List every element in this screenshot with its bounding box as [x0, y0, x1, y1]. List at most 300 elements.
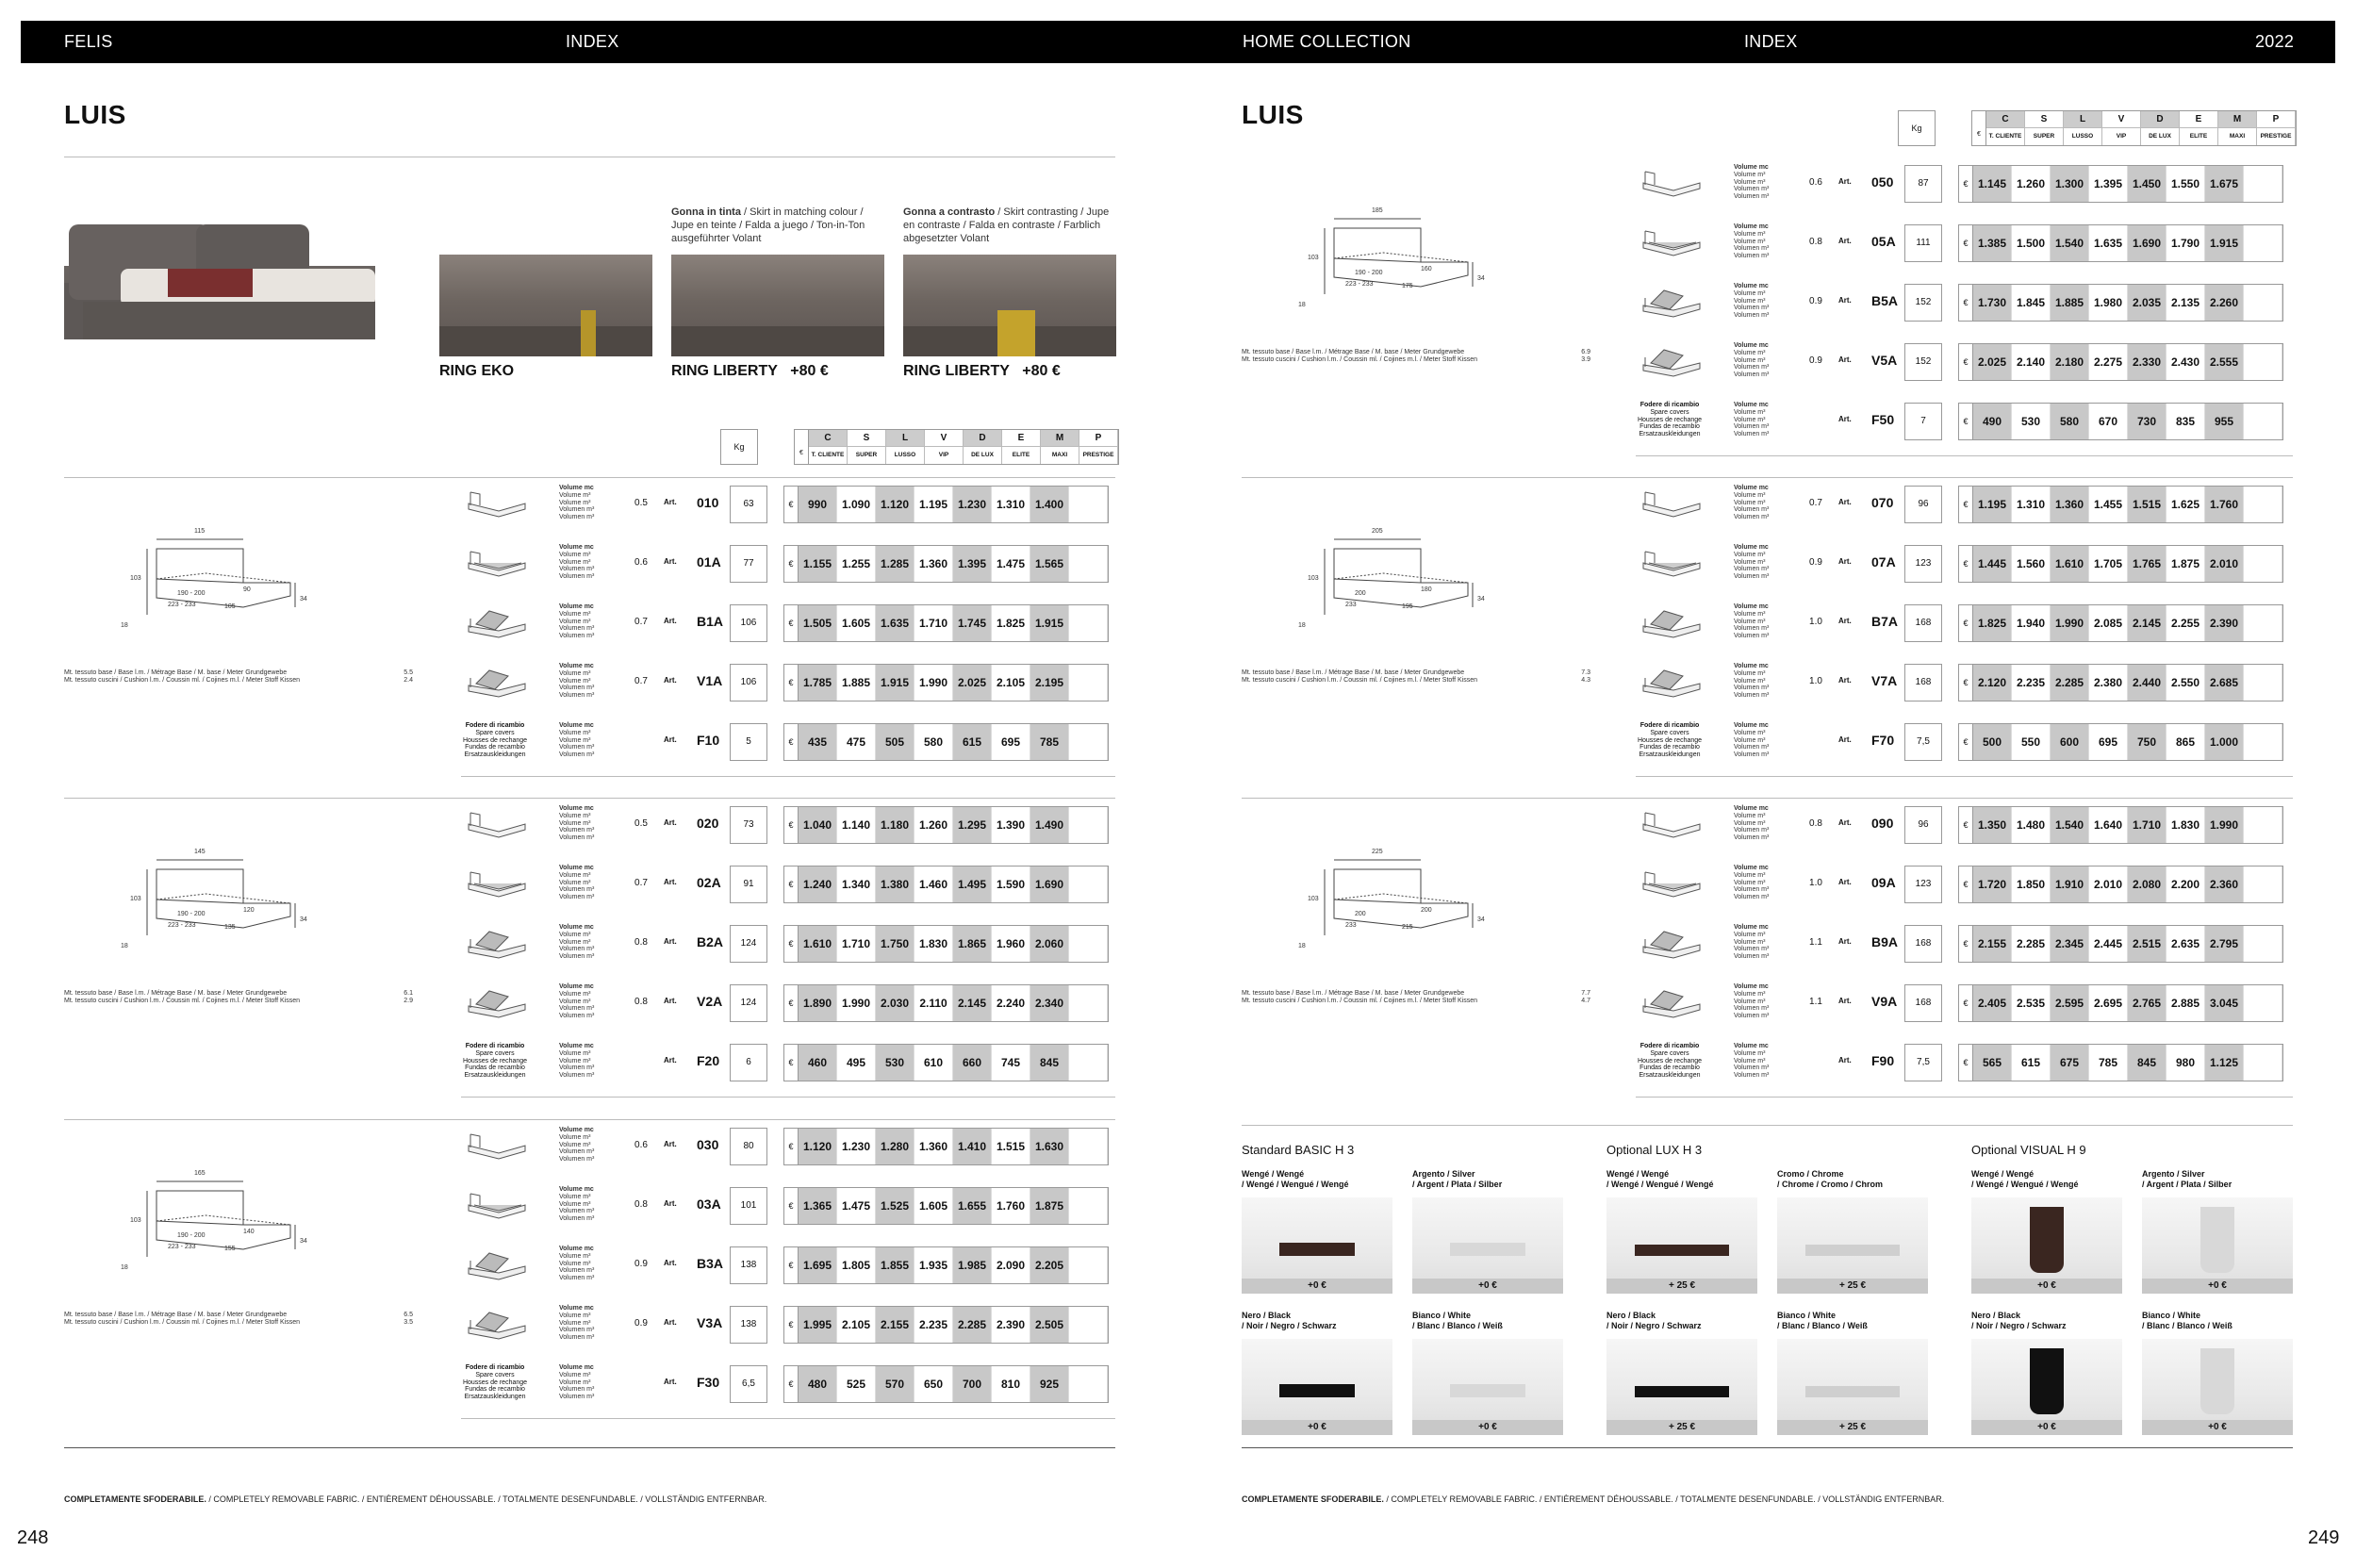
volume-line: Volumen m³	[559, 834, 595, 842]
dimension-label: 223 - 233	[1345, 281, 1374, 288]
volume-line: Volumen m³	[559, 1394, 595, 1401]
fabric-length-label: Mt. tessuto base / Base l.m. / Métrage Base / M. base / Meter Grundgewebe	[1242, 990, 1465, 997]
product-icon	[1636, 605, 1704, 641]
price-cells	[1958, 486, 2283, 523]
weight-kg: 152	[1904, 284, 1942, 322]
dimension-label: 103	[1308, 575, 1319, 582]
price-cell	[1069, 867, 1108, 902]
spare-covers-label	[1636, 402, 1704, 438]
foot-shape	[1279, 1243, 1355, 1256]
article-code: B2A	[697, 934, 724, 949]
price-cell: 1.990	[837, 985, 876, 1021]
price-cell: 1.745	[953, 605, 992, 641]
ring-eko-caption: RING EKO	[439, 363, 515, 379]
grade-column-header	[925, 430, 964, 464]
art-label: Art.	[1838, 617, 1852, 625]
year: 2022	[2255, 32, 2295, 51]
price-cell: 980	[2167, 1045, 2205, 1081]
price-cell: 2.080	[2128, 867, 2167, 902]
spare-line: Fundas de recambio	[1639, 1065, 1700, 1072]
bed-icon	[1636, 867, 1704, 902]
volume-line: Volumen m³	[1734, 685, 1770, 692]
weight-kg: 101	[730, 1187, 767, 1225]
volume-line: Volumen m³	[1734, 245, 1770, 253]
price-cell: 2.235	[2012, 665, 2051, 701]
grade-name: VIP	[938, 452, 949, 458]
price-cell	[1069, 1129, 1108, 1164]
price-cell: 1.350	[1973, 807, 2012, 843]
dimension-label: 34	[1477, 916, 1485, 923]
price-cell: 2.255	[2167, 605, 2205, 641]
foot-finish-label	[1412, 1311, 1503, 1331]
volume-line: Volume m³	[559, 669, 591, 677]
finish-name: Cromo / Chrome	[1777, 1169, 1844, 1179]
price-cell: 990	[799, 487, 837, 522]
volume-line: Volume m³	[1734, 416, 1766, 423]
price-cell: 2.285	[2012, 926, 2051, 962]
price-cells	[783, 604, 1109, 642]
price-cell: 1.445	[1973, 546, 2012, 582]
price-row	[1636, 222, 2296, 265]
fabric-length-value: 6.1	[404, 990, 413, 997]
volume-line: Volumen m³	[559, 827, 595, 834]
dimension-label: 225	[1372, 849, 1383, 855]
foot-photo	[1777, 1197, 1928, 1294]
price-row	[461, 922, 1121, 966]
volume-line: Volume mc	[1734, 924, 1769, 931]
art-label: Art.	[664, 617, 677, 625]
price-row	[461, 1041, 1121, 1084]
art-label: Art.	[1838, 735, 1852, 744]
volume-value: 0.6	[1809, 177, 1822, 188]
price-cell: 1.240	[799, 867, 837, 902]
foot-finish-label	[1412, 1169, 1502, 1190]
price-row	[461, 720, 1121, 764]
grade-letter: D	[2141, 111, 2179, 128]
art-label: Art.	[664, 1199, 677, 1208]
grade-name: MAXI	[1051, 452, 1068, 458]
dimension-label: 200	[1421, 907, 1432, 914]
volume-line: Volumen m³	[559, 1327, 595, 1334]
foot-photo	[1971, 1197, 2122, 1294]
volume-line: Volume mc	[1734, 544, 1769, 551]
spare-line: Spare covers	[475, 1371, 515, 1378]
volume-line: Volumen m³	[559, 1072, 595, 1080]
dimension-label: 34	[300, 1238, 307, 1245]
price-cell: 1.540	[2051, 807, 2089, 843]
fabric-length-value: 3.5	[404, 1319, 413, 1326]
volume-line: Volumen m³	[559, 1148, 595, 1156]
volume-line: Volume m³	[559, 1057, 591, 1065]
volume-value: 0.8	[1809, 237, 1822, 247]
foot-price: + 25 €	[1777, 1420, 1928, 1435]
volume-line: Volume m³	[1734, 349, 1766, 356]
euro-symbol: €	[784, 1366, 799, 1402]
price-cell: 2.085	[2089, 605, 2128, 641]
price-cell: 1.760	[2205, 487, 2244, 522]
price-cell: 525	[837, 1366, 876, 1402]
volume-value: 0.7	[634, 676, 648, 686]
volume-line: Volume m³	[1734, 230, 1766, 238]
storage-bed-icon	[461, 605, 529, 641]
volume-line: Volume m³	[1734, 491, 1766, 499]
price-cell: 2.445	[2089, 926, 2128, 962]
dimension-label: 190 - 200	[1355, 270, 1383, 276]
price-cell: 1.790	[2167, 225, 2205, 261]
volume-line: Volume m³	[1734, 238, 1766, 245]
grade-column-header	[1002, 430, 1041, 464]
volume-line: Volumen m³	[559, 566, 595, 573]
volume-line: Volumen m³	[559, 1267, 595, 1275]
price-cell: 1.590	[992, 867, 1030, 902]
price-cell: 2.595	[2051, 985, 2089, 1021]
spare-line: Fodere di ricambio	[465, 1364, 525, 1371]
foot-shape	[2200, 1348, 2234, 1414]
foot-shape	[2200, 1207, 2234, 1273]
bed-icon	[461, 1129, 529, 1164]
page-title-right: LUIS	[1242, 100, 1304, 129]
foot-photo	[1242, 1339, 1392, 1435]
volume-line: Volume mc	[559, 485, 594, 491]
finish-name: Bianco / White	[1412, 1311, 1472, 1320]
dimension-label: 155	[224, 1246, 236, 1252]
dimension-label: 18	[121, 622, 128, 629]
price-row	[1636, 661, 2296, 704]
article-code: B9A	[1871, 934, 1899, 949]
storage-bed-icon	[1636, 926, 1704, 962]
price-cell: 1.565	[1030, 546, 1069, 582]
euro-symbol: €	[784, 1045, 799, 1081]
price-cell: 1.400	[1030, 487, 1069, 522]
product-icon	[1636, 344, 1704, 380]
price-cell: 1.980	[2089, 285, 2128, 321]
price-cell: 1.280	[876, 1129, 914, 1164]
price-cell: 1.120	[799, 1129, 837, 1164]
volume-line: Volume m³	[559, 812, 591, 819]
foot-shape	[1450, 1384, 1525, 1397]
dimension-label: 34	[300, 596, 307, 602]
volume-line: Volume m³	[559, 879, 591, 886]
weight-kg: 124	[730, 925, 767, 963]
volume-line: Volume mc	[1734, 1043, 1769, 1049]
grade-letter: M	[2218, 111, 2256, 128]
euro-symbol: €	[1959, 867, 1973, 902]
volume-line: Volume m³	[559, 1193, 591, 1200]
price-cell: 1.605	[837, 605, 876, 641]
price-cell: 1.655	[953, 1188, 992, 1224]
price-cell: 1.155	[799, 546, 837, 582]
dimension-label: 160	[1421, 266, 1432, 272]
volume-line: Volume mc	[1734, 983, 1769, 990]
price-cell: 2.535	[2012, 985, 2051, 1021]
price-cells	[783, 1246, 1109, 1284]
price-cell: 845	[2128, 1045, 2167, 1081]
dimension-label: 180	[1421, 586, 1432, 593]
price-cell: 1.875	[1030, 1188, 1069, 1224]
price-cell: 1.805	[837, 1247, 876, 1283]
article-code: F90	[1871, 1053, 1895, 1068]
finish-name: Wengé / Wengé	[1242, 1169, 1305, 1179]
bed-icon	[1636, 225, 1704, 261]
bed-dimension-diagram	[102, 841, 328, 954]
price-cell	[1069, 1247, 1108, 1283]
finish-name: Bianco / White	[1777, 1311, 1837, 1320]
volume-line: Volume m³	[559, 938, 591, 946]
price-cell	[2244, 344, 2282, 380]
price-cell: 570	[876, 1366, 914, 1402]
spare-line: Housses de rechange	[1637, 416, 1703, 423]
art-label: Art.	[1838, 177, 1852, 186]
price-cell: 660	[953, 1045, 992, 1081]
grade-column-header	[2218, 111, 2257, 145]
spare-line: Housses de rechange	[462, 1378, 528, 1386]
grade-letter: P	[2257, 111, 2295, 128]
volume-line: Volumen m³	[559, 1208, 595, 1215]
spare-line: Housses de rechange	[462, 1057, 528, 1065]
grade-name: ELITE	[1012, 452, 1030, 458]
weight-kg: 168	[1904, 984, 1942, 1022]
euro-symbol: €	[784, 487, 799, 522]
volume-line: Volumen m³	[1734, 1005, 1770, 1013]
price-cell: 2.515	[2128, 926, 2167, 962]
price-cell: 2.380	[2089, 665, 2128, 701]
product-icon	[1636, 487, 1704, 522]
weight-kg: 7,5	[1904, 1044, 1942, 1081]
divider	[461, 1097, 1115, 1098]
price-cell: 1.705	[2089, 546, 2128, 582]
grade-column-header	[2141, 111, 2180, 145]
price-row	[1636, 162, 2296, 206]
price-row	[461, 1184, 1121, 1228]
price-cell	[1069, 926, 1108, 962]
volume-labels	[559, 1127, 594, 1164]
volume-labels	[559, 1246, 594, 1282]
grade-column-header	[848, 430, 886, 464]
weight-kg: 80	[730, 1128, 767, 1165]
price-cell: 1.310	[2012, 487, 2051, 522]
weight-kg: 124	[730, 984, 767, 1022]
euro-symbol: €	[1959, 605, 1973, 641]
price-cell: 1.040	[799, 807, 837, 843]
price-cell: 1.765	[2128, 546, 2167, 582]
product-icon	[461, 985, 529, 1021]
weight-kg: 152	[1904, 343, 1942, 381]
dimension-label: 140	[243, 1229, 255, 1235]
volume-line: Volumen m³	[559, 953, 595, 961]
page-number-right: 249	[2308, 1527, 2340, 1548]
storage-bed-icon	[461, 985, 529, 1021]
art-label: Art.	[664, 818, 677, 827]
foot-photo	[1412, 1339, 1563, 1435]
art-label: Art.	[1838, 818, 1852, 827]
spare-line: Fundas de recambio	[465, 1386, 525, 1394]
price-cell: 1.830	[914, 926, 953, 962]
foot-price: + 25 €	[1777, 1279, 1928, 1294]
euro-symbol: €	[784, 1307, 799, 1343]
volume-labels	[1734, 805, 1769, 842]
spare-line: Spare covers	[475, 729, 515, 736]
ring-liberty-caption: RING LIBERTY +80 €	[671, 363, 829, 379]
price-cell: 2.060	[1030, 926, 1069, 962]
weight-kg: 138	[730, 1246, 767, 1284]
volume-value: 0.9	[634, 1259, 648, 1269]
article-code: V3A	[697, 1315, 723, 1330]
price-cell: 1.760	[992, 1188, 1030, 1224]
price-cell: 2.200	[2167, 867, 2205, 902]
fabric-length-label: Mt. tessuto cuscini / Cushion l.m. / Coussin ml. / Cojines m.l. / Meter Stoff Kissen	[1242, 998, 1478, 1004]
volume-line: Volume mc	[1734, 342, 1769, 349]
price-cell	[1069, 546, 1108, 582]
volume-line: Volume m³	[1734, 289, 1766, 297]
price-cell: 1.120	[876, 487, 914, 522]
price-row	[461, 1244, 1121, 1287]
volume-line: Volumen m³	[1734, 193, 1770, 201]
price-cells	[783, 806, 1109, 844]
volume-labels	[1734, 223, 1769, 260]
grade-letter: S	[848, 430, 885, 447]
spare-line: Housses de rechange	[1637, 1057, 1703, 1065]
foot-shape	[1805, 1245, 1900, 1256]
volume-line: Volume m³	[1734, 558, 1766, 566]
grade-letter: C	[1986, 111, 2024, 128]
finish-name: Wengé / Wengé	[1971, 1169, 2035, 1179]
product-icon	[461, 546, 529, 582]
price-cell: 550	[2012, 724, 2051, 760]
bed-illustration	[64, 217, 375, 339]
price-cell: 1.475	[837, 1188, 876, 1224]
finish-translations: / Blanc / Blanco / Weiß	[2142, 1321, 2232, 1330]
price-cell: 1.295	[953, 807, 992, 843]
product-icon	[461, 867, 529, 902]
price-cell: 1.830	[2167, 807, 2205, 843]
price-cell: 2.390	[2205, 605, 2244, 641]
fabric-length-label: Mt. tessuto cuscini / Cushion l.m. / Coussin ml. / Cojines m.l. / Meter Stoff Kissen	[64, 998, 301, 1004]
dimension-label: 165	[194, 1170, 206, 1177]
finish-name: Argento / Silver	[1412, 1169, 1475, 1179]
price-grade-header	[1971, 110, 2297, 146]
grade-letter: P	[1079, 430, 1117, 447]
price-row	[461, 1125, 1121, 1168]
volume-line: Volume m³	[559, 677, 591, 685]
price-cell: 1.195	[1973, 487, 2012, 522]
volume-labels	[1734, 983, 1769, 1020]
volume-labels	[559, 1043, 594, 1080]
price-cell: 745	[992, 1045, 1030, 1081]
storage-bed-icon	[1636, 285, 1704, 321]
divider	[1242, 1447, 2293, 1448]
dimension-label: 103	[1308, 896, 1319, 902]
fabric-length-label: Mt. tessuto base / Base l.m. / Métrage Base / M. base / Meter Grundgewebe	[1242, 669, 1465, 676]
grade-letter: S	[2025, 111, 2063, 128]
volume-labels	[1734, 865, 1769, 901]
volume-line: Volume m³	[559, 1260, 591, 1267]
price-cell: 1.460	[914, 867, 953, 902]
volume-line: Volume m³	[1734, 178, 1766, 186]
price-cell: 580	[914, 724, 953, 760]
bed-dimension-diagram	[102, 520, 328, 634]
price-row	[1636, 803, 2296, 847]
spare-line: Fundas de recambio	[1639, 423, 1700, 431]
price-cell: 2.685	[2205, 665, 2244, 701]
fabric-length-label: Mt. tessuto cuscini / Cushion l.m. / Coussin ml. / Cojines m.l. / Meter Stoff Kissen	[64, 1319, 301, 1326]
article-code: 020	[697, 816, 719, 831]
volume-line: Volume mc	[559, 1043, 594, 1049]
foot-finish-label	[1606, 1311, 1702, 1331]
price-cell: 2.695	[2089, 985, 2128, 1021]
fabric-length-value: 5.5	[404, 669, 413, 676]
finish-name: Bianco / White	[2142, 1311, 2201, 1320]
volume-line: Volume m³	[559, 819, 591, 827]
grade-column-header	[1079, 430, 1118, 464]
price-cell: 490	[1973, 404, 2012, 439]
volume-line: Volume m³	[1734, 618, 1766, 625]
bed-icon	[1636, 166, 1704, 202]
foot-price: +0 €	[2142, 1279, 2293, 1294]
dimension-label: 135	[224, 924, 236, 931]
bed-icon	[461, 487, 529, 522]
price-cell: 1.710	[837, 926, 876, 962]
volume-value: 1.0	[1809, 676, 1822, 686]
product-icon	[461, 1307, 529, 1343]
price-cell: 1.710	[2128, 807, 2167, 843]
euro-symbol: €	[784, 546, 799, 582]
price-cell: 2.235	[914, 1307, 953, 1343]
price-cells	[783, 486, 1109, 523]
article-code: 070	[1871, 495, 1894, 510]
dimension-label: 34	[1477, 275, 1485, 282]
storage-bed-icon	[461, 665, 529, 701]
volume-line: Volume mc	[559, 1364, 594, 1371]
price-cell	[2244, 665, 2282, 701]
divider	[461, 776, 1115, 777]
art-label: Art.	[1838, 557, 1852, 566]
price-cell	[1069, 807, 1108, 843]
euro-symbol: €	[784, 867, 799, 902]
page-number-left: 248	[17, 1527, 49, 1548]
price-cell: 1.195	[914, 487, 953, 522]
feet-standard-title: Standard BASIC H 3	[1242, 1143, 1355, 1157]
price-cell: 2.505	[1030, 1307, 1069, 1343]
price-cell	[1069, 1366, 1108, 1402]
dimension-label: 215	[1402, 924, 1413, 931]
price-cell: 2.155	[1973, 926, 2012, 962]
volume-line: Volume mc	[559, 924, 594, 931]
footnote-right: COMPLETAMENTE SFODERABILE. / COMPLETELY REMOVABLE FABRIC. / ENTIÈREMENT DÉHOUSSABLE. / TOTALMENTE DESENFUNDABLE. / VOLLSTÄNDIG ENTFERNBAR.	[1242, 1494, 1945, 1504]
volume-line: Volume m³	[559, 558, 591, 566]
volume-line: Volume mc	[1734, 663, 1769, 669]
grade-letter: D	[964, 430, 1001, 447]
foot-photo	[2142, 1339, 2293, 1435]
foot-photo	[2142, 1197, 2293, 1294]
euro-symbol: €	[1959, 724, 1973, 760]
price-row	[1636, 340, 2296, 384]
spare-covers-label	[461, 722, 529, 759]
price-cell	[2244, 926, 2282, 962]
euro-symbol: €	[784, 985, 799, 1021]
divider	[1636, 1097, 2293, 1098]
article-code: V7A	[1871, 673, 1898, 688]
art-label: Art.	[664, 1378, 677, 1386]
euro-symbol: €	[784, 724, 799, 760]
price-cell: 1.450	[2128, 166, 2167, 202]
price-cell: 1.640	[2089, 807, 2128, 843]
price-cell: 600	[2051, 724, 2089, 760]
volume-line: Volumen m³	[559, 1156, 595, 1164]
product-icon	[1636, 166, 1704, 202]
volume-line: Volumen m³	[1734, 744, 1770, 751]
euro-symbol: €	[784, 1188, 799, 1224]
spare-line: Ersatzauskleidungen	[1639, 431, 1701, 438]
